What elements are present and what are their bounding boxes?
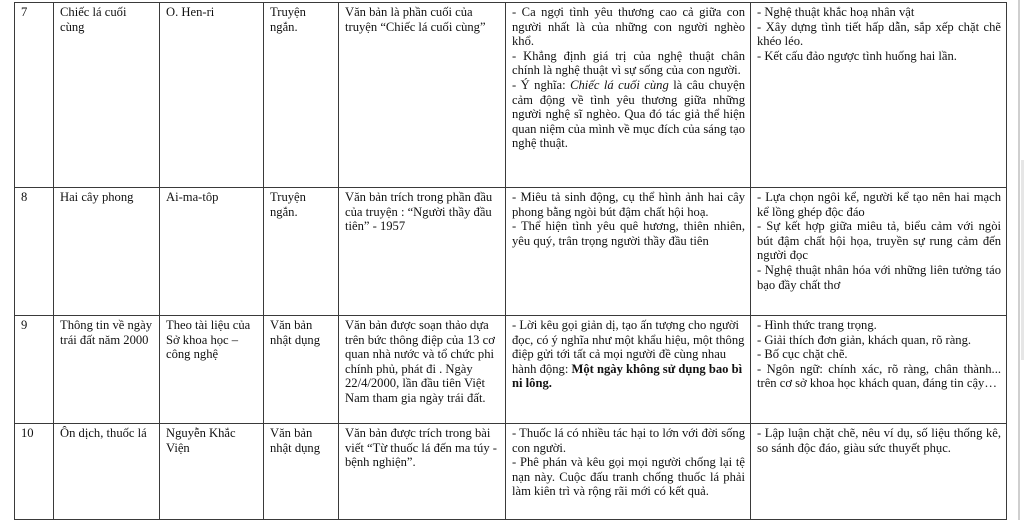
content-suffix: là câu chuyện cảm động về tình yêu thương giữa những người nghệ sĩ nghèo. Qua đó tác giả thể hiện quan niệm của mình về mục đích của sáng tạo nghệ thuật. bbox=[512, 77, 745, 151]
content-line: - Miêu tả sinh động, cụ thể hình ảnh hai cây phong bằng ngòi bút đậm chất hội hoạ. bbox=[512, 190, 745, 219]
art-line: - Nghệ thuật nhân hóa với những liên tưởng táo bạo đầy chất thơ bbox=[757, 262, 1001, 292]
art-line: - Xây dựng tình tiết hấp dẫn, sắp xếp chặt chẽ khéo léo. bbox=[757, 19, 1001, 49]
row-number: 8 bbox=[15, 188, 54, 316]
author: Theo tài liệu của Sở khoa học – công nghệ bbox=[160, 316, 264, 424]
content-line: - Thể hiện tình yêu quê hương, thiên nhiên, yêu quý, trân trọng người thầy đầu tiên bbox=[512, 219, 745, 248]
work-title: Thông tin về ngày trái đất năm 2000 bbox=[54, 316, 160, 424]
table-row bbox=[15, 188, 1007, 316]
italic-title: Chiếc lá cuối cùng bbox=[570, 77, 669, 92]
work-title: Ôn dịch, thuốc lá bbox=[54, 424, 160, 520]
genre: Truyện ngắn. bbox=[264, 188, 339, 316]
origin: Văn bản là phần cuối của truyện “Chiếc lá cuối cùng” bbox=[339, 3, 506, 188]
row-number: 10 bbox=[15, 424, 54, 520]
genre: Văn bản nhật dụng bbox=[264, 424, 339, 520]
art-line: - Sự kết hợp giữa miêu tả, biểu cảm với ngòi bút đậm chất hội họa, truyền sự rung cảm đến người đọc bbox=[757, 219, 1001, 263]
work-title: Hai cây phong bbox=[54, 188, 160, 316]
art-line: - Hình thức trang trọng. bbox=[757, 318, 877, 332]
art-line: - Bố cục chặt chẽ. bbox=[757, 347, 848, 362]
art-cell bbox=[751, 424, 1007, 520]
art-line: - Kết cấu đảo ngược tình huống hai lần. bbox=[757, 48, 957, 63]
content-line bbox=[512, 78, 745, 151]
content-cell bbox=[506, 3, 751, 188]
origin: Văn bản được trích trong bài viết “Từ thuốc lá đến ma túy - bệnh nghiện”. bbox=[339, 424, 506, 520]
art-line: - Lập luận chặt chẽ, nêu ví dụ, số liệu thống kê, so sánh độc đáo, giàu sức thuyết phục. bbox=[757, 426, 1001, 455]
work-title: Chiếc lá cuối cùng bbox=[54, 3, 160, 188]
art-cell bbox=[751, 316, 1007, 424]
row-number: 7 bbox=[15, 3, 54, 188]
table-row bbox=[15, 316, 1007, 424]
content-line: - Thuốc lá có nhiều tác hại to lớn với đời sống con người. bbox=[512, 426, 745, 455]
genre: Văn bản nhật dụng bbox=[264, 316, 339, 424]
content-prefix: - Lời kêu gọi giản dị, tạo ấn tượng cho người đọc, có ý nghĩa như một khẩu hiệu, một thông điệp gửi tới tất cả mọi người đề cùng nhau hành động: bbox=[512, 318, 745, 376]
page-edge-divider bbox=[1018, 0, 1020, 520]
content-bold: Một ngày không sử dụng bao bì ni lông. bbox=[512, 361, 743, 391]
content-line: - Khẳng định giá trị của nghệ thuật chân chính là nghệ thuật vì sự sống của con người. bbox=[512, 48, 745, 78]
content-cell bbox=[506, 188, 751, 316]
author: Nguyễn Khắc Viện bbox=[160, 424, 264, 520]
origin: Văn bản trích trong phần đầu của truyện : “Người thầy đầu tiên” - 1957 bbox=[339, 188, 506, 316]
genre: Truyện ngắn. bbox=[264, 3, 339, 188]
content-cell bbox=[506, 316, 751, 424]
origin: Văn bản được soạn thảo dựa trên bức thông điệp của 13 cơ quan nhà nước và tổ chức phi chính phủ, phát đi . Ngày 22/4/2000, lần đầu tiên Việt Nam tham gia ngày trái đất. bbox=[339, 316, 506, 424]
content-cell bbox=[506, 424, 751, 520]
art-line: - Giải thích đơn giản, khách quan, rõ ràng. bbox=[757, 332, 972, 347]
art-cell bbox=[751, 3, 1007, 188]
art-line: - Lựa chọn ngôi kể, người kể tạo nên hai mạch kể lồng ghép độc đáo bbox=[757, 190, 1001, 219]
table-row bbox=[15, 424, 1007, 520]
literature-summary-table bbox=[14, 2, 1007, 520]
author: Ai-ma-tôp bbox=[160, 188, 264, 316]
art-line: - Nghệ thuật khắc hoạ nhân vật bbox=[757, 5, 915, 19]
art-line: - Ngôn ngữ: chính xác, rõ ràng, chân thành... trên cơ sở khoa học khách quan, đáng tin cậy… bbox=[757, 361, 1001, 391]
table-row bbox=[15, 3, 1007, 188]
author: O. Hen-ri bbox=[160, 3, 264, 188]
content-prefix: - Ý nghĩa: bbox=[512, 77, 571, 92]
art-cell bbox=[751, 188, 1007, 316]
content-line: - Phê phán và kêu gọi mọi người chống lại tệ nạn này. Cuộc đấu tranh chống thuốc lá phải làm kiên trì và rộng rãi mới có kết quả. bbox=[512, 455, 745, 499]
row-number: 9 bbox=[15, 316, 54, 424]
content-line: - Ca ngợi tình yêu thương cao cả giữa con người nhất là của những con người nghèo khổ. bbox=[512, 5, 745, 49]
